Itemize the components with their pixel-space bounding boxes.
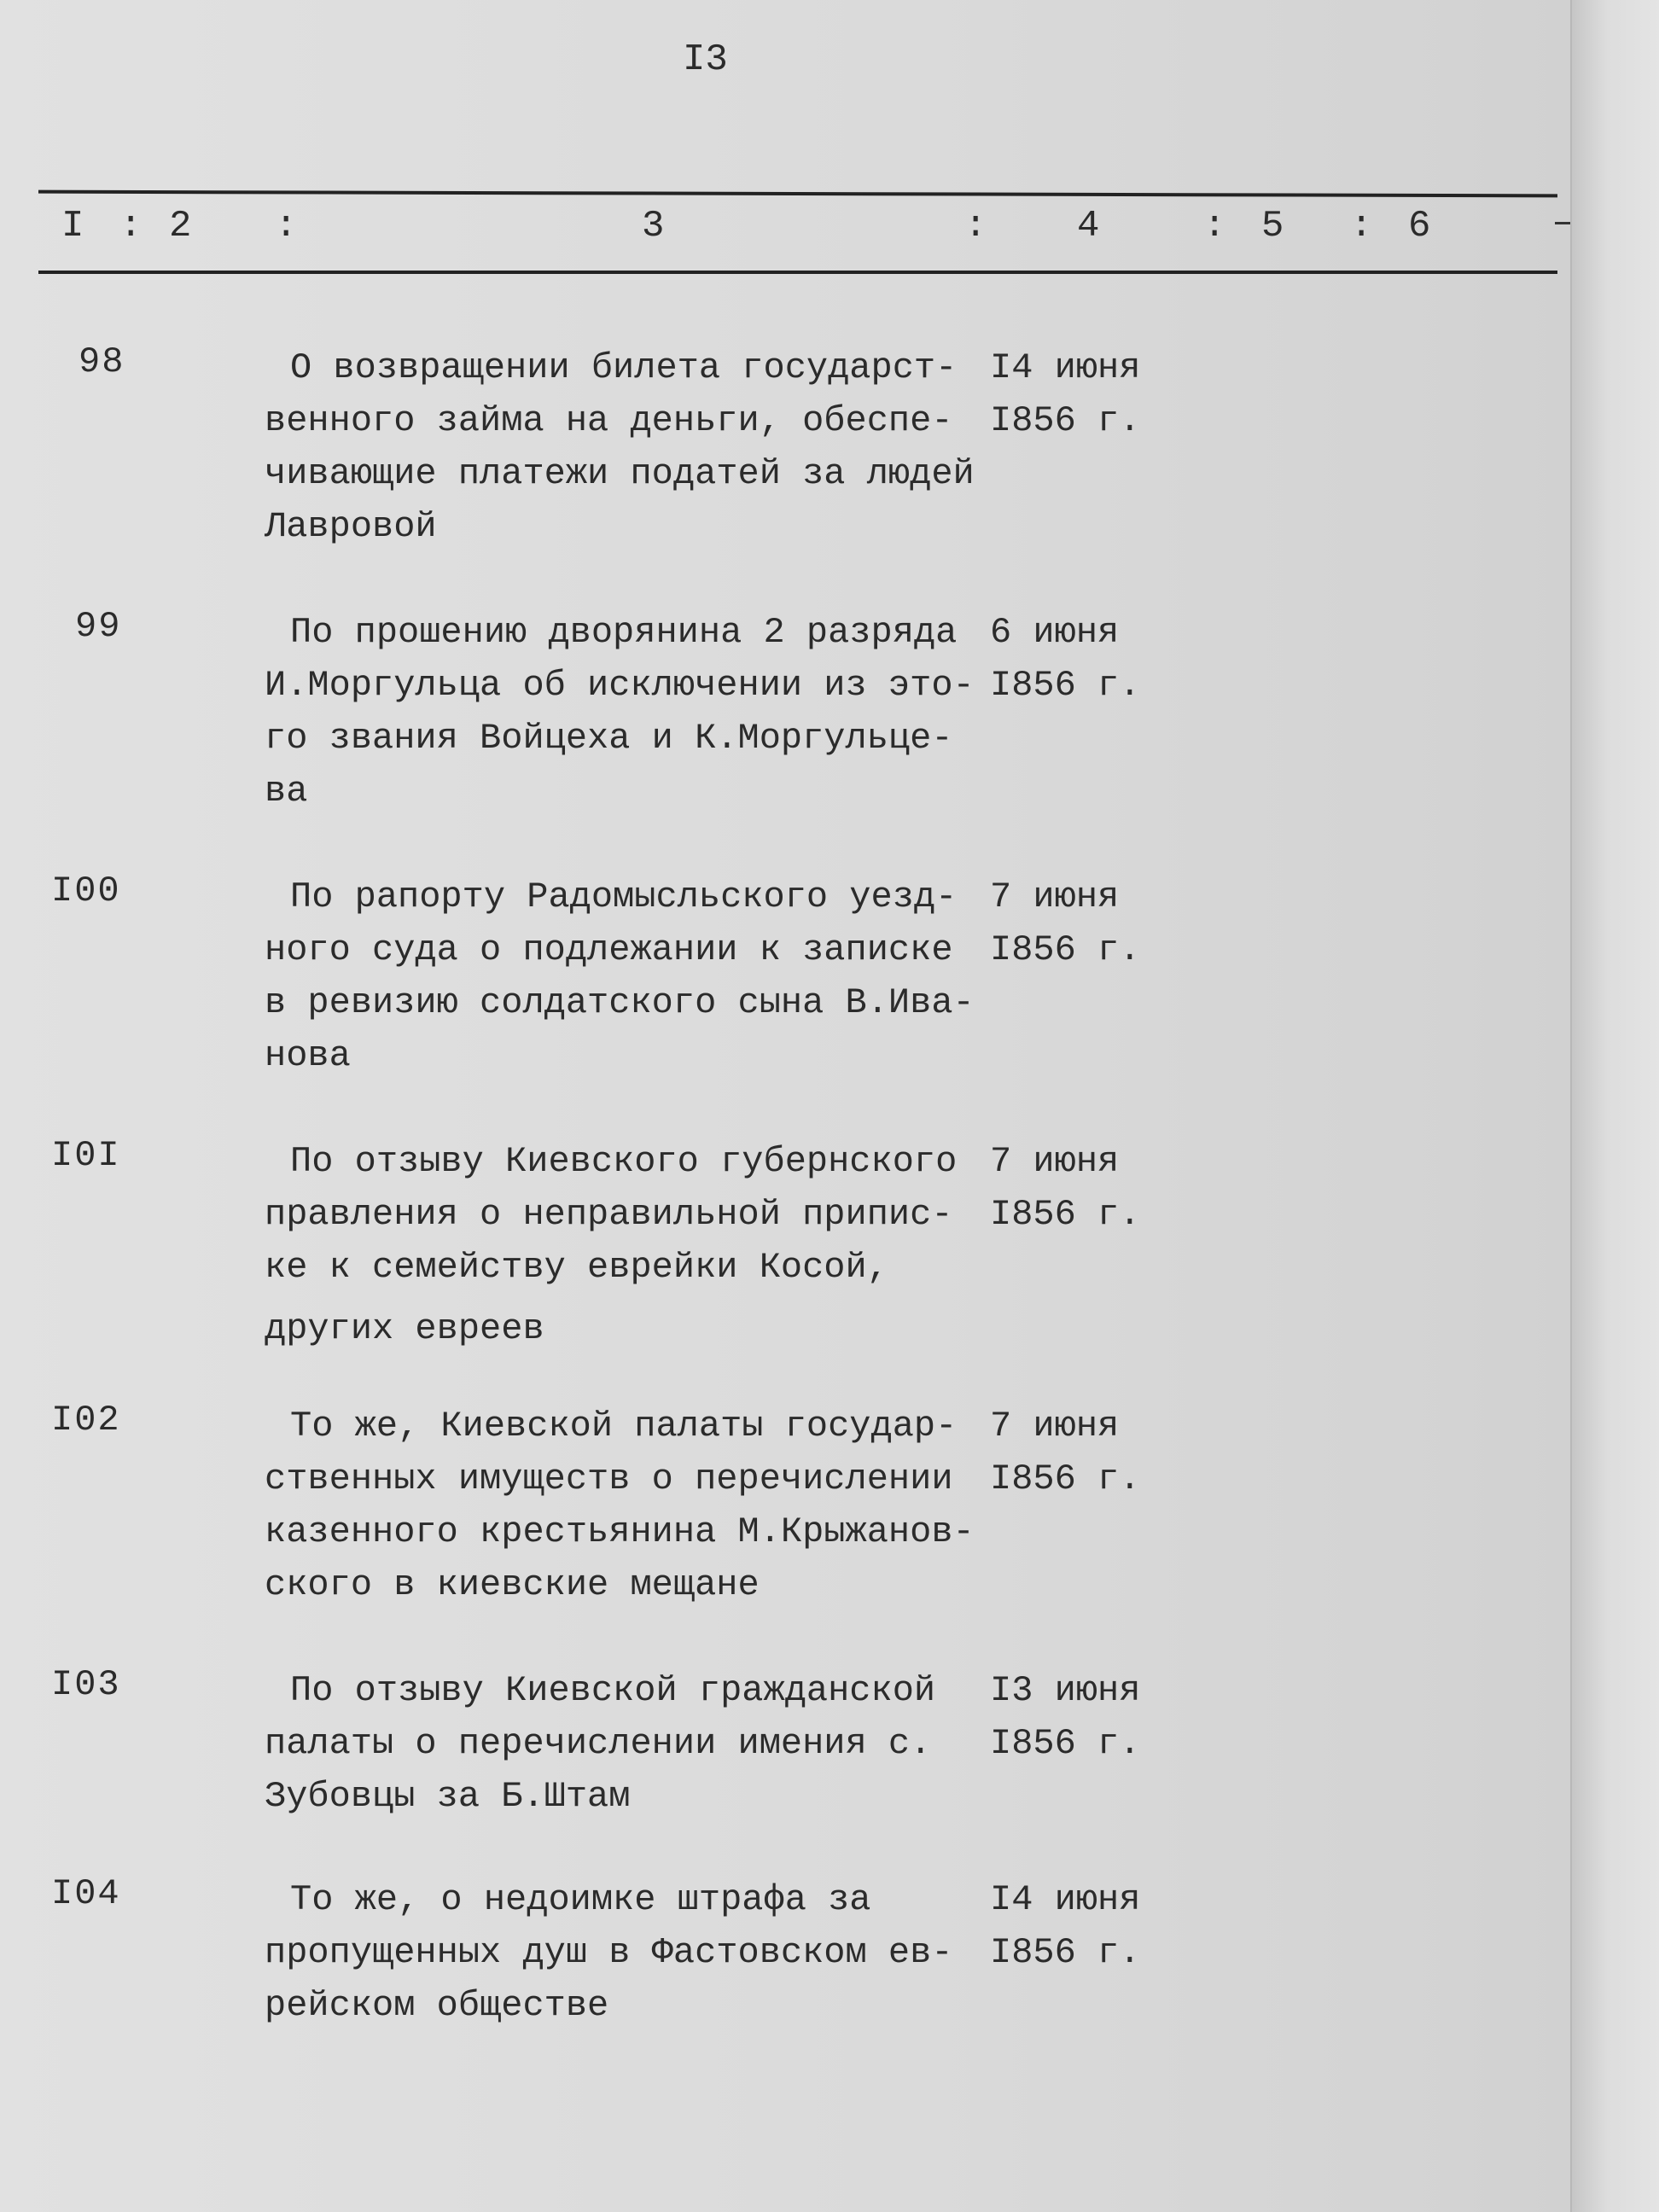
date-year: I856 г. (990, 400, 1141, 441)
col-header-2: 2 (169, 205, 192, 247)
entry-number: I0I (51, 1135, 121, 1176)
entry-date (990, 341, 1140, 447)
entry-description (265, 1135, 981, 1355)
entry-description (265, 341, 981, 553)
description-line: ке к семейству еврейки Косой, (265, 1247, 888, 1288)
page-edge-strip (1570, 0, 1659, 2212)
header-top-rule (38, 190, 1557, 198)
description-line: ного суда о подлежании к записке (265, 929, 953, 970)
description-line: ва (265, 771, 308, 812)
description-line: По отзыву Киевского губернского (290, 1141, 958, 1182)
description-line: других евреев (265, 1308, 544, 1349)
description-line: ственных имуществ о перечислении (265, 1458, 953, 1499)
register-entry (0, 1873, 1570, 2095)
register-entry (0, 1135, 1570, 1357)
description-line: И.Моргульца об исключении из это- (265, 665, 975, 706)
col-header-3: 3 (642, 205, 665, 247)
description-line: чивающие платежи податей за людей (265, 453, 975, 494)
entry-number: I04 (51, 1873, 121, 1914)
entry-date (990, 1664, 1140, 1770)
col-header-1: I (61, 205, 84, 247)
date-year: I856 г. (990, 1458, 1141, 1499)
date-year: I856 г. (990, 1194, 1141, 1235)
register-entry (0, 870, 1570, 1092)
description-line: казенного крестьянина М.Крыжанов- (265, 1511, 975, 1552)
entry-number: 98 (79, 341, 125, 382)
date-day: 7 июня (990, 876, 1120, 917)
entry-date (990, 1400, 1140, 1505)
description-line: го звания Войцеха и К.Моргульце- (265, 718, 953, 759)
date-year: I856 г. (990, 1723, 1141, 1764)
entry-description (265, 1400, 981, 1611)
description-line: Зубовцы за Б.Штам (265, 1776, 631, 1817)
entry-date (990, 1135, 1140, 1241)
entry-date (990, 1873, 1140, 1979)
description-line: По отзыву Киевской гражданской (290, 1670, 936, 1711)
register-entry (0, 1400, 1570, 1621)
col-header-5: 5 (1261, 205, 1284, 247)
description-line: Лавровой (265, 506, 437, 547)
description-line: палаты о перечислении имения с. (265, 1723, 932, 1764)
description-line: По рапорту Радомысльского уезд- (290, 876, 958, 917)
entry-number: I03 (51, 1664, 121, 1705)
entry-date (990, 870, 1140, 976)
entry-number: 99 (75, 606, 122, 647)
date-day: I4 июня (990, 347, 1141, 388)
col-sep: : (1203, 205, 1226, 247)
col-sep: : (275, 205, 298, 247)
description-line: То же, Киевской палаты государ- (290, 1406, 958, 1447)
col-sep: : (119, 205, 143, 247)
margin-tick (1555, 222, 1570, 224)
date-day: 6 июня (990, 612, 1120, 653)
date-year: I856 г. (990, 929, 1141, 970)
description-line: По прошению дворянина 2 разряда (290, 612, 958, 653)
description-line: рейском обществе (265, 1985, 609, 2026)
date-day: I4 июня (990, 1879, 1141, 1920)
description-line: То же, о недоимке штрафа за (290, 1879, 871, 1920)
date-day: I3 июня (990, 1670, 1141, 1711)
description-line: венного займа на деньги, обеспе- (265, 400, 953, 441)
entry-description (265, 1664, 981, 1823)
entry-number: I02 (51, 1400, 121, 1441)
col-header-6: 6 (1408, 205, 1431, 247)
header-bottom-rule (38, 271, 1557, 274)
register-entry (0, 341, 1570, 563)
date-year: I856 г. (990, 665, 1141, 706)
date-day: 7 июня (990, 1141, 1120, 1182)
description-line: О возвращении билета государст- (290, 347, 958, 388)
description-line: пропущенных душ в Фастовском ев- (265, 1932, 953, 1973)
description-line: правления о неправильной припис- (265, 1194, 953, 1235)
date-year: I856 г. (990, 1932, 1141, 1973)
col-sep: : (1350, 205, 1373, 247)
register-entry (0, 1664, 1570, 1886)
description-line: нова (265, 1035, 351, 1076)
description-line: ского в киевские мещане (265, 1564, 760, 1605)
page-number: I3 (683, 38, 728, 81)
register-entry (0, 606, 1570, 828)
entry-description (265, 1873, 981, 2032)
entry-description (265, 606, 981, 818)
entry-description (265, 870, 981, 1082)
date-day: 7 июня (990, 1406, 1120, 1447)
description-line: в ревизию солдатского сына В.Ива- (265, 982, 975, 1023)
entry-number: I00 (51, 870, 121, 911)
col-sep: : (964, 205, 987, 247)
col-header-4: 4 (1077, 205, 1100, 247)
entry-date (990, 606, 1140, 712)
